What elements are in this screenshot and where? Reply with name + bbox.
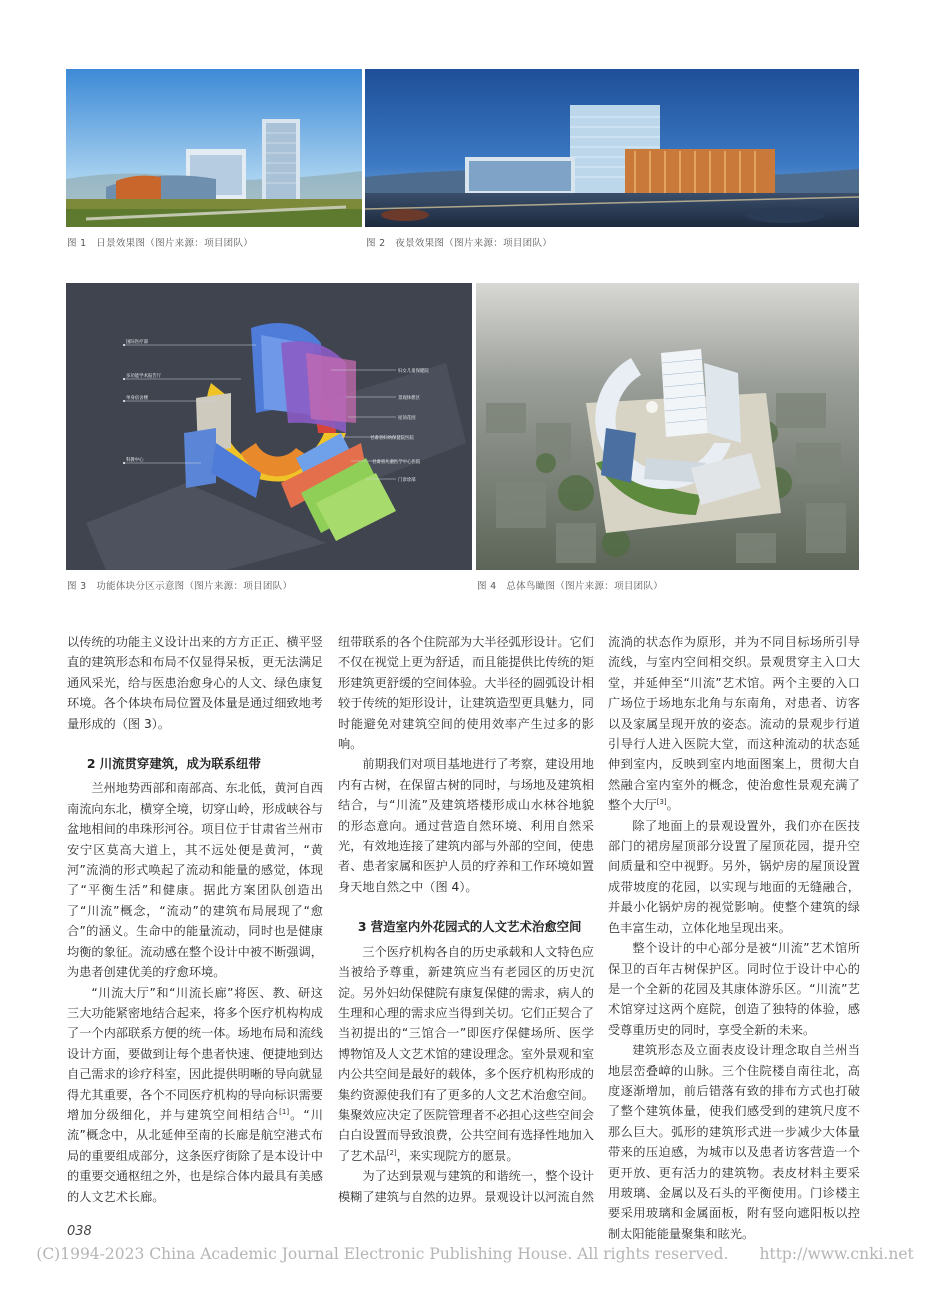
col1-paragraph-1: 以传统的功能主义设计出来的方方正正、横平竖直的建筑形态和布局不仅显得呆板，更无法满足通风采光，给与医患治愈身心的人文、绿色康复环境。各个体块布局位置及体量是通过细致地考量形成的（图 3）。 [67,635,323,731]
section-2-heading: 2 川流贯穿建筑，成为联系纽带 [86,756,261,772]
figure-4-caption: 图 4 总体鸟瞰图（图片来源：项目团队） [477,581,664,592]
col2-p3-text-b: ，来实现院方的愿景。 [396,1148,519,1163]
col3-paragraph-3: 整个设计的中心部分是被“川流”艺术馆所保卫的百年古树保护区。同时位于设计中心的是一个全新的花园及其康体游乐区。“川流”艺术馆穿过这两个庭院，创造了独特的体验，感受尊重历史的同时，享受全新的未来。 [608,941,860,1037]
col1-paragraph-3 [67,983,323,1207]
fig3-label-gansu-maternal: 甘肃省妇幼保健院医院 [370,436,414,441]
figure-3-caption: 图 3 功能体块分区示意图（图片来源：项目团队） [67,581,293,592]
col2-paragraph-3 [338,942,594,1166]
col3-p1-text-b: 。 [666,798,679,813]
text-column-3 [608,632,860,1244]
fig3-label-research-center: 科教中心 [126,458,144,463]
figure-3-function-diagram [66,283,472,570]
figure-4-aerial-view [476,283,859,570]
col2-paragraph-2: 前期我们对项目基地进行了考察，建设用地内有古树，在保留古树的同时，与场地及建筑相结合，与“川流”及建筑塔楼形成山水林谷地貌的形态意向。通过营造自然环境、利用自然采光，有效地连接了建筑内部与外部的空间，使患者、患者家属和医护人员的疗养和工作环境如置身天地自然之中（图 4）。 [338,757,594,894]
col2-paragraph-1: 纽带联系的各个住院部为大半径弧形设计。它们不仅在视觉上更为舒适，而且能提供比传统的矩形建筑更舒缓的空间体验。大半径的圆弧设计相较于传统的矩形设计，让建筑造型更具魅力，同时能避免对建筑空间的使用效率产生过多的影响。 [338,635,594,752]
col2-paragraph-4: 为了达到景观与建筑的和谐统一，整个设计模糊了建筑与自然的边界。景观设计以河流自然 [338,1169,594,1204]
figure-1-caption: 图 1 日景效果图（图片来源：项目团队） [67,238,254,249]
fig3-label-gansu-children: 甘肃省儿童医学中心医院 [372,460,421,465]
fig3-label-international: 国际医疗部 [126,340,148,345]
fig3-label-landscape: 景观休憩区 [398,396,420,401]
figure-1-day-rendering [66,69,362,227]
reference-2: [2] [386,1148,397,1157]
col3-paragraph-2: 除了地面上的景观设置外，我们亦在医技部门的裙房屋顶部分设置了屋顶花园，提升空间质量和空中视野。另外，锅炉房的屋顶设置成带坡度的花园，以实现与地面的无缝融合，并最小化锅炉房的视觉影响。使整个建筑的绿色丰富生动，立体化地呈现出来。 [608,818,860,935]
section-3-heading: 3 营造室内外花园式的人文艺术治愈空间 [357,919,582,935]
figure-2-caption: 图 2 夜景效果图（图片来源：项目团队） [366,238,553,249]
copyright-footer: (C)1994-2023 China Academic Journal Electronic Publishing House. All rights reserved. http://www.cnki.net [36,1245,914,1263]
reference-3: [3] [656,798,667,807]
col1-p3-text-b: 。“川流”概念中，从北延伸至南的长廊是航空港式布局的重要组成部分，这条医疗街除了是本设计中的重要交通枢纽之外，也是综合体内最具有美感的人文艺术长廊。 [67,1107,323,1204]
fig3-label-maternal-health: 妇女儿童保健院 [398,369,429,374]
reference-1: [1] [279,1107,290,1116]
fig3-label-outpatient: 门诊诊部 [398,478,416,483]
text-column-1 [67,632,323,1207]
col2-p3-text-a: 三个医疗机构各自的历史承载和人文特色应当被给予尊重，新建筑应当有老园区的历史沉淀。另外妇幼保健院有康复保健的需求，病人的生理和心理的需求应当得到关切。它们正契合了当初提出的“三馆合一”即医疗保健场所、医学博物馆及人文艺术馆的建设理念。室外景观和室内公共空间是最好的载体，多个医疗机构形成的集约资源使我们有了更多的人文艺术治愈空间。集聚效应决定了医院管理者不必担心这些空间会白白设置而导致浪费，公共空间有选择性地加入了艺术品 [338,944,594,1163]
col1-p3-text-a: “川流大厅”和“川流长廊”将医、教、研这三大功能紧密地结合起来，将多个医疗机构构成了一个内部联系方便的统一体。场地布局和流线设计方面，要做到让每个患者快速、便捷地到达自己需求的诊疗科室，因此提供明晰的导向就显得尤其重要，各个不同医疗机构的导向标识需要增加分级细化，并与建筑空间相结合 [67,985,323,1122]
col3-paragraph-4: 建筑形态及立面表皮设计理念取自兰州当地层峦叠嶂的山脉。三个住院楼自南往北，高度逐渐增加，前后错落有致的排布方式也打破了整个建筑体量，使我们感受到的建筑尺度不那么巨大。弧形的建筑形式进一步减少大体量带来的压迫感，为城市以及患者访客营造一个更开放、更有活力的建筑物。表皮材料主要采用玻璃、金属以及石头的平衡使用。门诊楼主要采用玻璃和金属面板，附有竖向遮阳板以控制太阳能能量聚集和眩光。 [608,1043,860,1241]
col3-p1-text-a: 流淌的状态作为原形，并为不同目标场所引导流线，与室内空间相交织。景观贯穿主入口大堂，并延伸至“川流”艺术馆。两个主要的入口广场位于场地东北角与东南角，对患者、访客以及家属呈现开放的姿态。流动的景观步行道引导行人进入医院大堂，而这种流动的状态延伸到室内，反映到室内地面图案上，贯彻大自然融合室内室外的概念，使治愈性景观充满了整个大厅 [608,635,860,813]
fig3-label-roof-garden: 屋顶花园 [398,416,416,421]
col3-paragraph-1 [608,632,860,816]
col1-paragraph-2: 兰州地势西部和南部高、东北低，黄河自西南流向东北，横穿全境，切穿山岭，形成峡谷与盆地相间的串珠形河谷。项目位于甘肃省兰州市安宁区莫高大道上，其不远处便是黄河，“黄河”流淌的形式唤起了流动和能量的感觉，体现了“平衡生活”和健康。据此方案团队创造出了“川流”概念，“流动”的建筑布局展现了“愈合”的涵义。生命中的能量流动，同时也是健康均衡的象征。流动感在整个设计中被不断强调，为患者创建优美的疗愈环境。 [67,781,323,980]
figure-2-night-rendering [365,69,859,227]
page-number: 038 [67,1224,92,1239]
fig3-label-dormitory: 单身宿舍楼 [126,396,148,401]
fig3-label-lecture-hall: 多功能学术报告厅 [126,374,162,379]
text-column-2 [338,632,594,1207]
